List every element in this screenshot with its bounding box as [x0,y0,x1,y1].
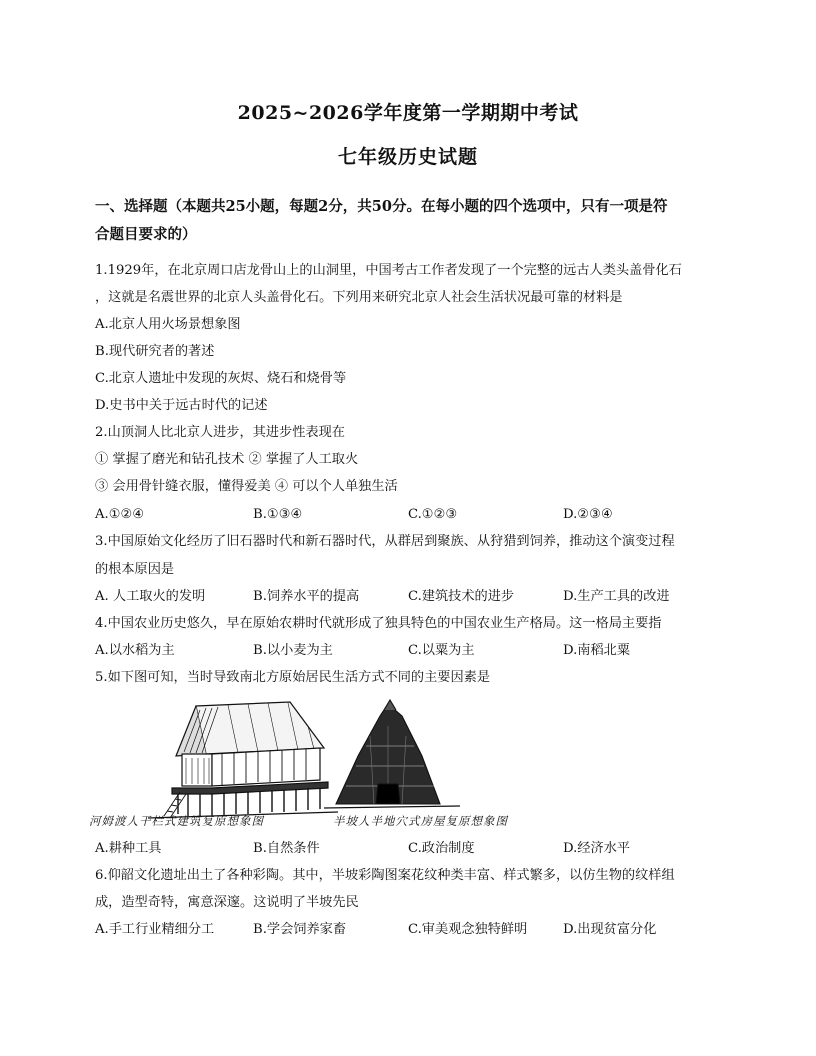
q1-option-b: B.现代研究者的著述 [95,344,215,359]
q2-option-a: A.①②④ [95,507,145,522]
q6-stem-line2: 成，造型奇特，寓意深邃。这说明了半坡先民 [95,895,359,910]
q6-option-b: B.学会饲养家畜 [253,922,347,937]
caption-stilt-house: 河姆渡人干栏式建筑复原想象图 [89,814,264,828]
q4-stem: 4.中国农业历史悠久，早在原始农耕时代就形成了独具特色的中国农业生产格局。这一格局主要指 [95,616,662,631]
q3-stem-line2: 的根本原因是 [95,562,175,577]
pit-house-drawing [324,700,460,808]
q3-stem-line1: 3.中国原始文化经历了旧石器时代和新石器时代，从群居到聚族、从狩猎到饲养，推动这个演变过程 [95,534,675,549]
q1-stem-line2: ，这就是名震世界的北京人头盖骨化石。下列用来研究北京人社会生活状况最可靠的材料是 [95,290,623,305]
q4-option-d: D.南稻北粟 [563,643,631,658]
q6-option-d: D.出现贫富分化 [563,922,657,937]
q2-items-1-2: ① 掌握了磨光和钻孔技术 ② 掌握了人工取火 [95,452,359,467]
exam-subtitle: 七年级历史试题 [337,146,478,168]
q2-items-3-4: ③ 会用骨针缝衣服，懂得爱美 ④ 可以个人单独生活 [95,479,398,494]
q4-option-c: C.以粟为主 [408,643,475,658]
q4-option-b: B.以小麦为主 [253,643,333,658]
q5-option-c: C.政治制度 [408,841,475,856]
q2-stem: 2.山顶洞人比北京人进步，其进步性表现在 [95,425,345,440]
section-heading-line2: 合题目要求的） [95,226,197,243]
q6-stem-line1: 6.仰韶文化遗址出土了各种彩陶。其中，半坡彩陶图案花纹种类丰富、样式繁多，以仿生物的纹样组 [95,868,675,883]
q3-option-d: D.生产工具的改进 [563,589,670,604]
q3-option-a: A. 人工取火的发明 [95,589,206,604]
q3-option-b: B.饲养水平的提高 [253,589,360,604]
q6-option-a: A.手工行业精细分工 [95,922,215,937]
caption-pit-house: 半坡人半地穴式房屋复原想象图 [333,814,508,828]
q1-option-a: A.北京人用火场景想象图 [95,317,241,332]
q2-option-c: C.①②③ [408,507,458,522]
q5-option-d: D.经济水平 [563,841,631,856]
q5-option-b: B.自然条件 [253,841,320,856]
stilt-house-drawing [148,702,338,818]
q1-option-d: D.史书中关于远古时代的记述 [95,398,268,413]
q4-option-a: A.以水稻为主 [95,643,175,658]
exam-title: 2025~2026学年度第一学期期中考试 [237,102,579,124]
q5-option-a: A.耕种工具 [95,841,162,856]
section-heading-line1: 一、选择题（本题共25小题，每题2分，共50分。在每小题的四个选项中，只有一项是符 [95,198,668,215]
q2-option-d: D.②③④ [563,507,613,522]
q5-stem: 5.如下图可知，当时导致南北方原始居民生活方式不同的主要因素是 [95,670,491,685]
q3-option-c: C.建筑技术的进步 [408,589,515,604]
q1-stem-line1: 1.1929年，在北京周口店龙骨山上的山洞里，中国考古工作者发现了一个完整的远古人类头盖骨化石 [95,263,682,278]
q6-option-c: C.审美观念独特鲜明 [408,922,528,937]
q1-option-c: C.北京人遗址中发现的灰烬、烧石和烧骨等 [95,371,347,386]
q2-option-b: B.①③④ [253,507,303,522]
